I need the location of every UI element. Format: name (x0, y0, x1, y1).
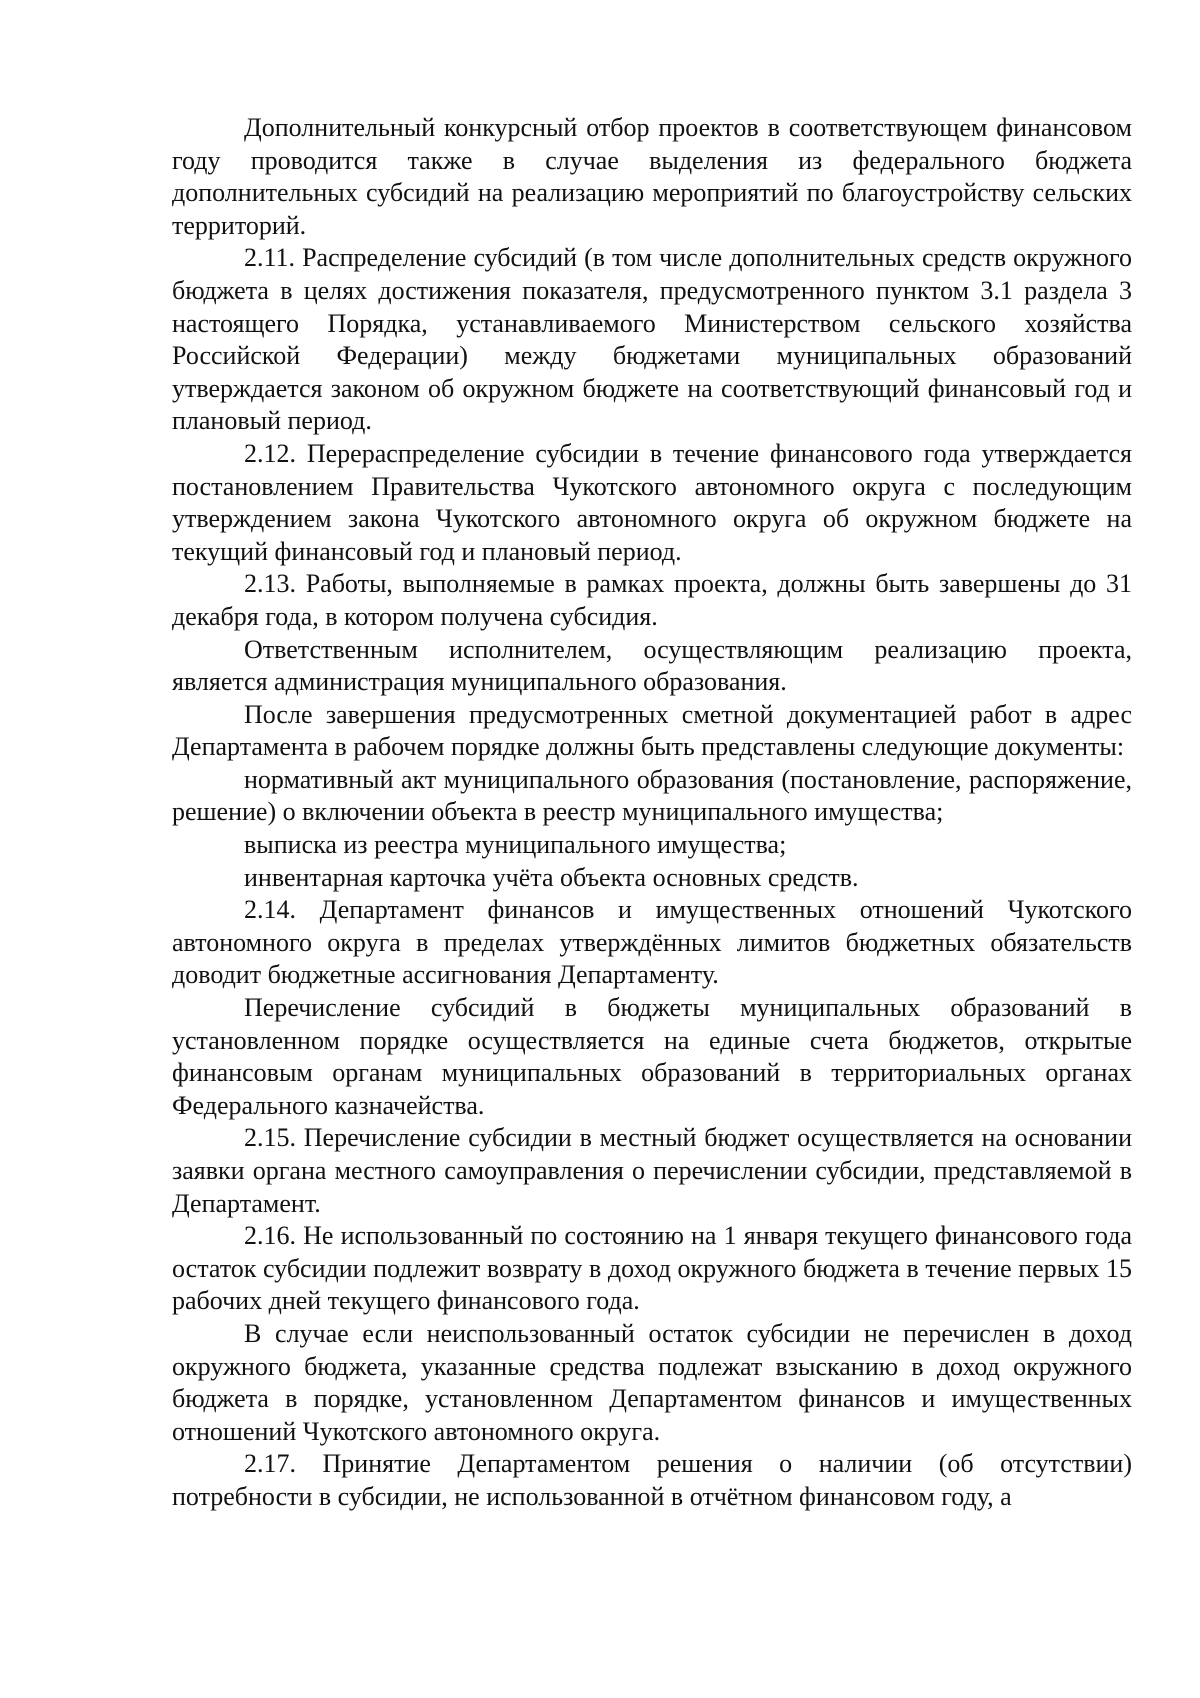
paragraph-transfer-subsidies: Перечисление субсидий в бюджеты муниципальных образований в установленном порядке осуществляется на единые счета бюджетов, открытые финансовым органам муниципальных образований в территориальных органах Федерального казначейства. (172, 993, 1132, 1120)
paragraph-2-16: 2.16. Не использованный по состоянию на 1 января текущего финансового года остаток субсидии подлежит возврату в доход окружного бюджета в течение первых 15 рабочих дней текущего финансового года. (172, 1221, 1132, 1316)
list-item-registry-extract: выписка из реестра муниципального имущества; (244, 830, 787, 860)
paragraph-2-17: 2.17. Принятие Департаментом решения о наличии (об отсутствии) потребности в субсидии, не использованной в отчётном финансовом году, а (172, 1449, 1132, 1511)
paragraph-2-11: 2.11. Распределение субсидий (в том числе дополнительных средств окружного бюджета в целях достижения показателя, предусмотренного пунктом 3.1 раздела 3 настоящего Порядка, устанавливаемого Министерством сельского хозяйства Российской Федерации) между бюджетами муниципальных образований утверждается законом об окружном бюджете на соответствующий финансовый год и плановый период. (172, 243, 1132, 436)
paragraph-documents-intro: После завершения предусмотренных сметной документацией работ в адрес Департамента в рабочем порядке должны быть представлены следующие документы: (172, 699, 1132, 762)
document-page (172, 112, 1132, 1514)
paragraph-2-13: 2.13. Работы, выполняемые в рамках проекта, должны быть завершены до 31 декабря года, в котором получена субсидия. (172, 569, 1132, 631)
paragraph-additional-selection: Дополнительный конкурсный отбор проектов в соответствующем финансовом году проводится также в случае выделения из федерального бюджета дополнительных субсидий на реализацию мероприятий по благоустройству сельских территорий. (172, 113, 1132, 240)
paragraph-2-12: 2.12. Перераспределение субсидии в течение финансового года утверждается постановлением Правительства Чукотского автономного округа с последующим утверждением закона Чукотского автономного округа об окружном бюджете на текущий финансовый год и плановый период. (172, 438, 1132, 566)
paragraph-responsible-executor: Ответственным исполнителем, осуществляющим реализацию проекта, является администрация муниципального образования. (172, 634, 1132, 697)
list-item-normative-act: нормативный акт муниципального образования (постановление, распоряжение, решение) о включении объекта в реестр муниципального имущества; (172, 764, 1132, 827)
list-item-inventory-card: инвентарная карточка учёта объекта основных средств. (244, 862, 859, 892)
paragraph-2-14: 2.14. Департамент финансов и имущественных отношений Чукотского автономного округа в пределах утверждённых лимитов бюджетных обязательств доводит бюджетные ассигнования Департаменту. (172, 895, 1132, 990)
paragraph-2-15: 2.15. Перечисление субсидии в местный бюджет осуществляется на основании заявки органа местного самоуправления о перечислении субсидии, представляемой в Департамент. (172, 1123, 1132, 1218)
paragraph-unused-balance: В случае если неиспользованный остаток субсидии не перечислен в доход окружного бюджета, указанные средства подлежат взысканию в доход окружного бюджета в порядке, установленном Департаментом финансов и имущественных отношений Чукотского автономного округа. (172, 1318, 1132, 1446)
